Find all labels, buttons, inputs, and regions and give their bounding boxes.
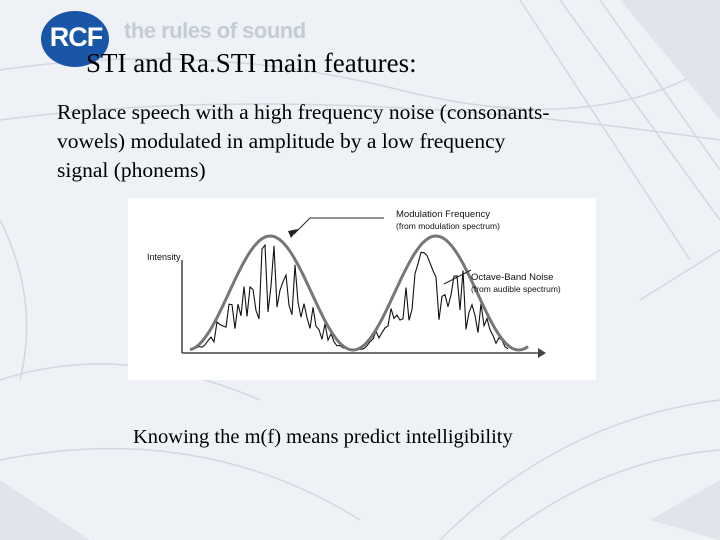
modulation-diagram	[128, 198, 596, 380]
y-axis-label: Intensity	[147, 252, 181, 262]
noise-sublabel: (from audible spectrum)	[471, 284, 561, 294]
logo-text: RCF	[49, 22, 103, 52]
body-line: vowels) modulated in amplitude by a low frequency	[57, 129, 506, 153]
noise-label: Octave-Band Noise	[471, 272, 554, 283]
modulation-sublabel: (from modulation spectrum)	[396, 221, 500, 231]
slide-body	[57, 98, 617, 185]
body-line: Replace speech with a high frequency noise (consonants-	[57, 100, 550, 124]
modulation-figure	[128, 198, 596, 380]
slide-caption: Knowing the m(f) means predict intelligibility	[133, 426, 513, 448]
slide-title: STI and Ra.STI main features:	[86, 48, 417, 78]
body-line: signal (phonems)	[57, 158, 206, 182]
brand-tagline: the rules of sound	[124, 18, 306, 43]
modulation-label: Modulation Frequency	[396, 209, 490, 220]
